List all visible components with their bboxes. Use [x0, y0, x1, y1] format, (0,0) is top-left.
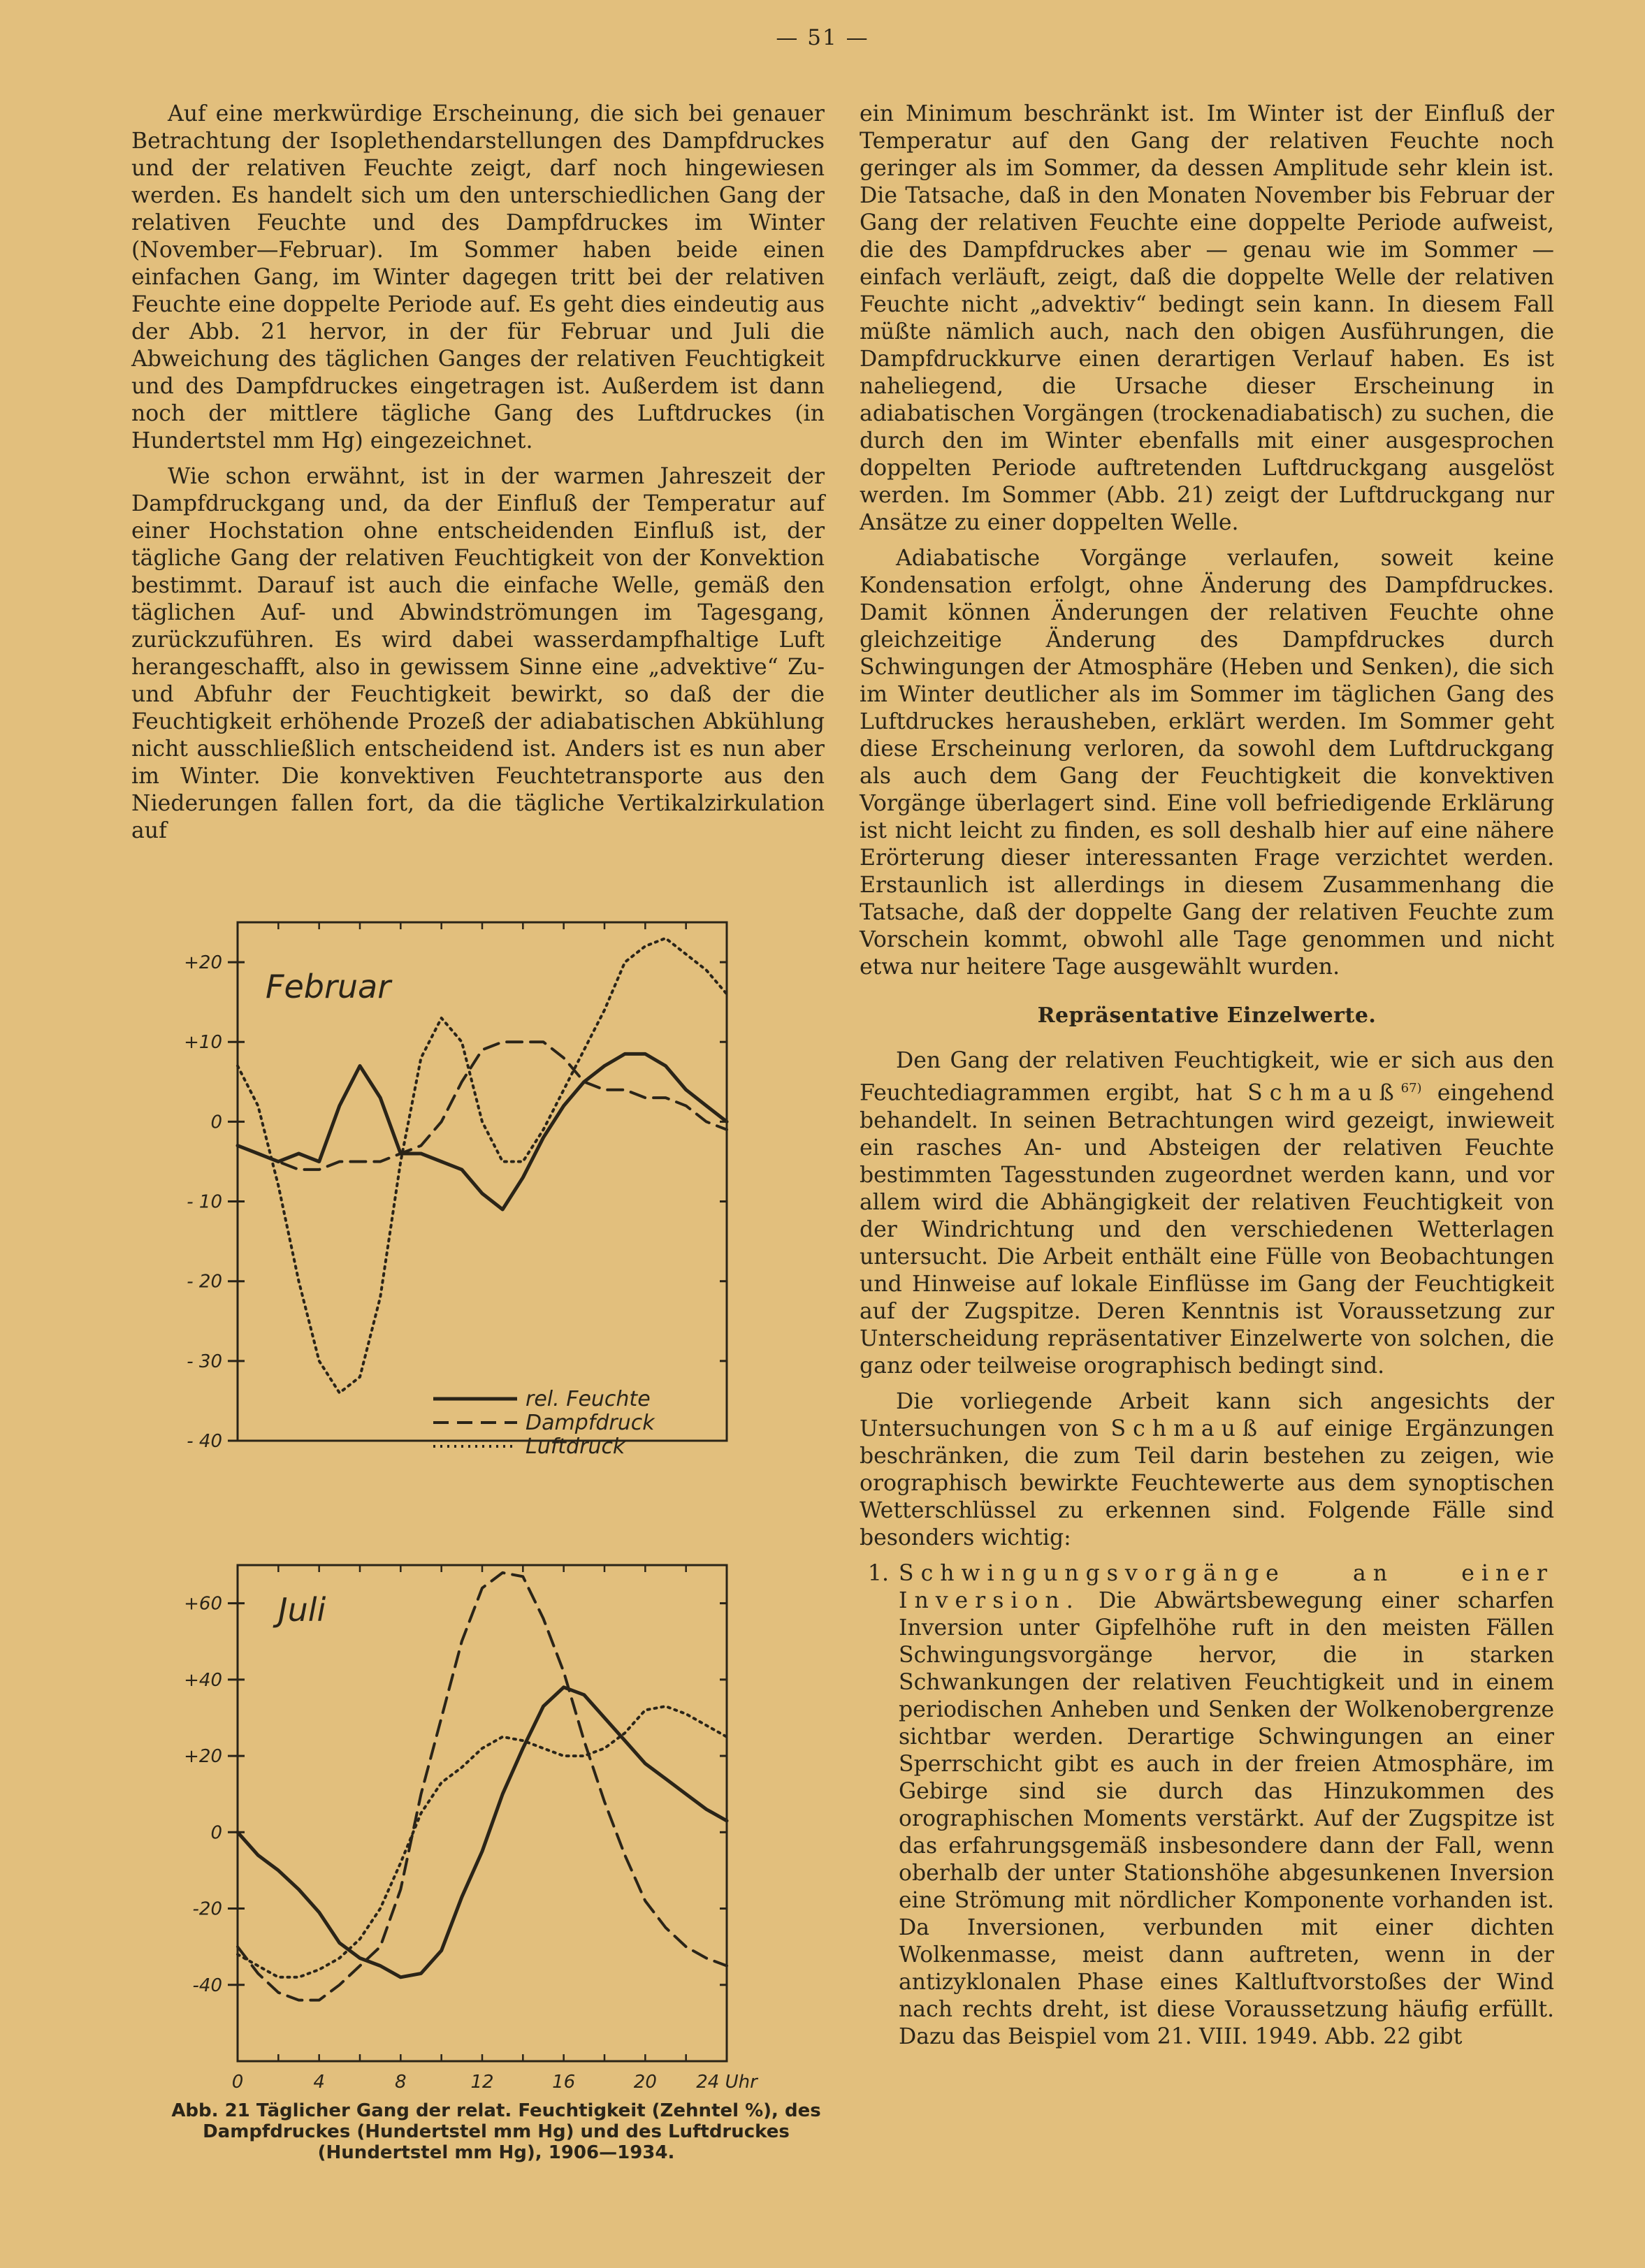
- series-line-dotted: [238, 938, 727, 1393]
- right-paragraph-1: ein Minimum beschränkt ist. Im Winter ist der Einfluß der Temperatur auf den Gang der relativen Feuchte noch geringer als im Sommer, da dessen Amplitude sehr klein ist. Die Tatsache, daß in den Monaten November bis Februar der Gang der relativen Feuchte eine doppelte Periode aufweist, die des Dampfdruckes aber — genau wie im Sommer — einfach verläuft, zeigt, daß die doppelte Welle der relativen Feuchte nicht „advektiv“ bedingt sein kann. In diesem Fall müßte nämlich auch, nach den obigen Ausführungen, die Dampfdruckkurve einen derartigen Verlauf haben. Es ist naheliegend, die Ursache dieser Erscheinung in adiabatischen Vorgängen (trockenadiabatisch) zu suchen, die durch den im Winter ebenfalls mit einer ausgesprochen doppelten Periode auftretenden Luftdruckgang ausgelöst werden. Im Sommer (Abb. 21) zeigt der Luftdruckgang nur Ansätze zu einer doppelten Welle.: [860, 101, 1554, 535]
- right-column: [860, 101, 1554, 2051]
- legend-label: rel. Feuchte: [526, 1387, 651, 1411]
- figure-caption: Abb. 21 Täglicher Gang der relat. Feuchtigkeit (Zehntel %), des Dampfdruckes (Hundertstel mm Hg) und des Luftdruckes (Hundertstel mm Hg), 1906—1934.: [171, 2100, 821, 2163]
- y-tick-label: -20: [192, 1898, 222, 1920]
- y-tick-label: +10: [184, 1032, 222, 1054]
- y-tick-label: +40: [184, 1669, 222, 1691]
- right-paragraph-2: Adiabatische Vorgänge verlaufen, soweit keine Kondensation erfolgt, ohne Änderung des Dampfdruckes. Damit können Änderungen der relativen Feuchte ohne gleichzeitige Änderung des Dampfdruckes durch Schwingungen der Atmosphäre (Heben und Senken), die sich im Winter deutlicher als im Sommer im täglichen Gang des Luftdruckes herausheben, erklärt werden. Im Sommer geht diese Erscheinung verloren, da sowohl dem Luftdruckgang als auch dem Gang der Feuchtigkeit die konvektiven Vorgänge überlagert sind. Eine voll befriedigende Erklärung ist nicht leicht zu finden, es soll deshalb hier auf eine nähere Erörterung dieser interessanten Frage verzichtet werden. Erstaunlich ist allerdings in diesem Zusammenhang die Tatsache, daß der doppelte Gang der relativen Feuchte zum Vorschein kommt, obwohl alle Tage genommen und nicht etwa nur heitere Tage ausgewählt wurden.: [860, 546, 1554, 980]
- y-tick-label: 0: [210, 1112, 222, 1133]
- paragraph-4-post: auf einige Ergänzungen beschränken, die zum Teil darin bestehen zu zeigen, wie orographisch bewirkte Feuchtewerte aus dem synoptischen Wetterschlüssel zu erkennen sind. Folgende Fälle sind besonders wichtig:: [860, 1416, 1554, 1550]
- y-tick-label: -40: [192, 1975, 222, 1996]
- footnote-ref: 67): [1400, 1081, 1422, 1096]
- case-1-title: Schwingungsvorgänge an einer Inversion.: [899, 1560, 1554, 1613]
- case-item-1: [896, 1560, 1554, 2051]
- author-name: Schmauß: [1247, 1080, 1401, 1106]
- x-tick-label: 0: [231, 2072, 244, 2093]
- series-line-dotted: [238, 1706, 727, 1977]
- y-tick-label: +20: [184, 952, 222, 974]
- left-column: [131, 101, 825, 853]
- legend-label: Luftdruck: [526, 1434, 625, 1459]
- paragraph-4-pre: Die vorliegende Arbeit kann sich angesichts der Untersuchungen von: [860, 1388, 1554, 1441]
- x-tick-label: 4: [313, 2072, 325, 2093]
- chart-juli: [168, 1551, 783, 2096]
- legend-label: Dampfdruck: [526, 1411, 655, 1435]
- y-tick-label: - 20: [187, 1271, 222, 1293]
- y-tick-label: - 40: [187, 1431, 222, 1452]
- paragraph-3-post: eingehend behandelt. In seinen Betrachtungen wird gezeigt, inwieweit ein rasches An- und Absteigen der relativen Feuchte bestimmten Tagesstunden zugeordnet werden kann, und vor allem wird die Abhängigkeit der relativen Feuchtigkeit von der Windrichtung und den verschiedenen Wetterlagen untersucht. Die Arbeit enthält eine Fülle von Beobachtungen und Hinweise auf lokale Einflüsse im Gang der Feuchtigkeit auf der Zugspitze. Deren Kenntnis ist Voraussetzung zur Unterscheidung repräsentativer Einzelwerte von solchen, die ganz oder teilweise orographisch bedingt sind.: [860, 1080, 1554, 1379]
- chart-title: Februar: [266, 968, 391, 1005]
- x-tick-label: 12: [470, 2072, 494, 2093]
- paragraph-3-pre: Den Gang der relativen Feuchtigkeit, wie er sich aus den Feuchtediagrammen ergibt, hat: [860, 1048, 1554, 1106]
- series-line-dashed: [238, 1042, 727, 1170]
- series-line-solid: [238, 1687, 727, 1977]
- x-tick-label: 20: [633, 2072, 657, 2093]
- chart-frame: [238, 1565, 727, 2061]
- y-tick-label: - 30: [187, 1351, 222, 1372]
- case-list: [860, 1560, 1554, 2051]
- series-line-solid: [238, 1054, 727, 1209]
- case-1-text: Die Abwärtsbewegung einer scharfen Inversion unter Gipfelhöhe ruft in den meisten Fällen Schwingungsvorgänge hervor, die in starken Schwankungen der relativen Feuchtigkeit und in einem periodischen Anheben und Senken der Wolkenobergrenze sichtbar werden. Derartige Schwingungen an einer Sperrschicht gibt es auch in der freien Atmosphäre, im Gebirge sind sie durch das Hinzukommen des orographischen Moments verstärkt. Auf der Zugspitze ist das erfahrungsgemäß insbesondere dann der Fall, wenn oberhalb der unter Stationshöhe abgesunkenen Inversion eine Strömung mit nördlicher Komponente vorhanden ist. Da Inversionen, verbunden mit einer dichten Wolkenmasse, meist dann auftreten, wenn in der antizyklonalen Phase eines Kaltluftvorstoßes der Wind nach rechts dreht, ist diese Voraussetzung häufig erfüllt. Dazu das Beispiel vom 21. VIII. 1949. Abb. 22 gibt: [899, 1587, 1554, 2049]
- right-paragraph-3: [860, 1047, 1554, 1380]
- series-line-dashed: [238, 1573, 727, 2000]
- page-number: — 51 —: [776, 25, 869, 50]
- y-tick-label: +20: [184, 1746, 222, 1768]
- y-tick-label: +60: [184, 1593, 222, 1615]
- left-paragraph-2: Wie schon erwähnt, ist in der warmen Jahreszeit der Dampfdruckgang und, da der Einfluß der Temperatur auf einer Hochstation ohne entscheidenden Einfluß ist, der tägliche Gang der relativen Feuchtigkeit von der Konvektion bestimmt. Darauf ist auch die einfache Welle, gemäß den täglichen Auf- und Abwindströmungen im Tagesgang, zurückzuführen. Es wird dabei wasserdampfhaltige Luft herangeschafft, also in gewissem Sinne eine „advektive“ Zu- und Abfuhr der Feuchtigkeit bewirkt, so daß der die Feuchtigkeit erhöhende Prozeß der adiabatischen Abkühlung nicht ausschließlich entscheidend ist. Anders ist es nun aber im Winter. Die konvektiven Feuchtetransporte aus den Niederungen fallen fort, da die tägliche Vertikalzirkulation auf: [131, 464, 825, 843]
- chart-februar: [168, 908, 783, 1467]
- x-tick-label: 16: [552, 2072, 576, 2093]
- left-paragraph-1: Auf eine merkwürdige Erscheinung, die sich bei genauer Betrachtung der Isoplethendarstellungen des Dampfdruckes und der relativen Feuchte zeigt, darf noch hingewiesen werden. Es handelt sich um den unterschiedlichen Gang der relativen Feuchte und des Dampfdruckes im Winter (November—Februar). Im Sommer haben beide einen einfachen Gang, im Winter dagegen tritt bei der relativen Feuchte eine doppelte Periode auf. Es geht dies eindeutig aus der Abb. 21 hervor, in der für Februar und Juli die Abweichung des täglichen Ganges der relativen Feuchtigkeit und des Dampfdruckes eingetragen ist. Außerdem ist dann noch der mittlere tägliche Gang des Luftdruckes (in Hundertstel mm Hg) eingezeichnet.: [131, 101, 825, 453]
- y-tick-label: - 10: [187, 1191, 222, 1213]
- section-heading: Repräsentative Einzelwerte.: [1037, 1003, 1377, 1028]
- x-tick-label: 24 Uhr: [696, 2072, 758, 2093]
- author-name-2: Schmauß: [1110, 1416, 1265, 1441]
- x-tick-label: 8: [395, 2072, 407, 2093]
- y-tick-label: 0: [210, 1822, 222, 1844]
- chart-title: Juli: [278, 1591, 326, 1629]
- right-paragraph-4: [860, 1388, 1554, 1552]
